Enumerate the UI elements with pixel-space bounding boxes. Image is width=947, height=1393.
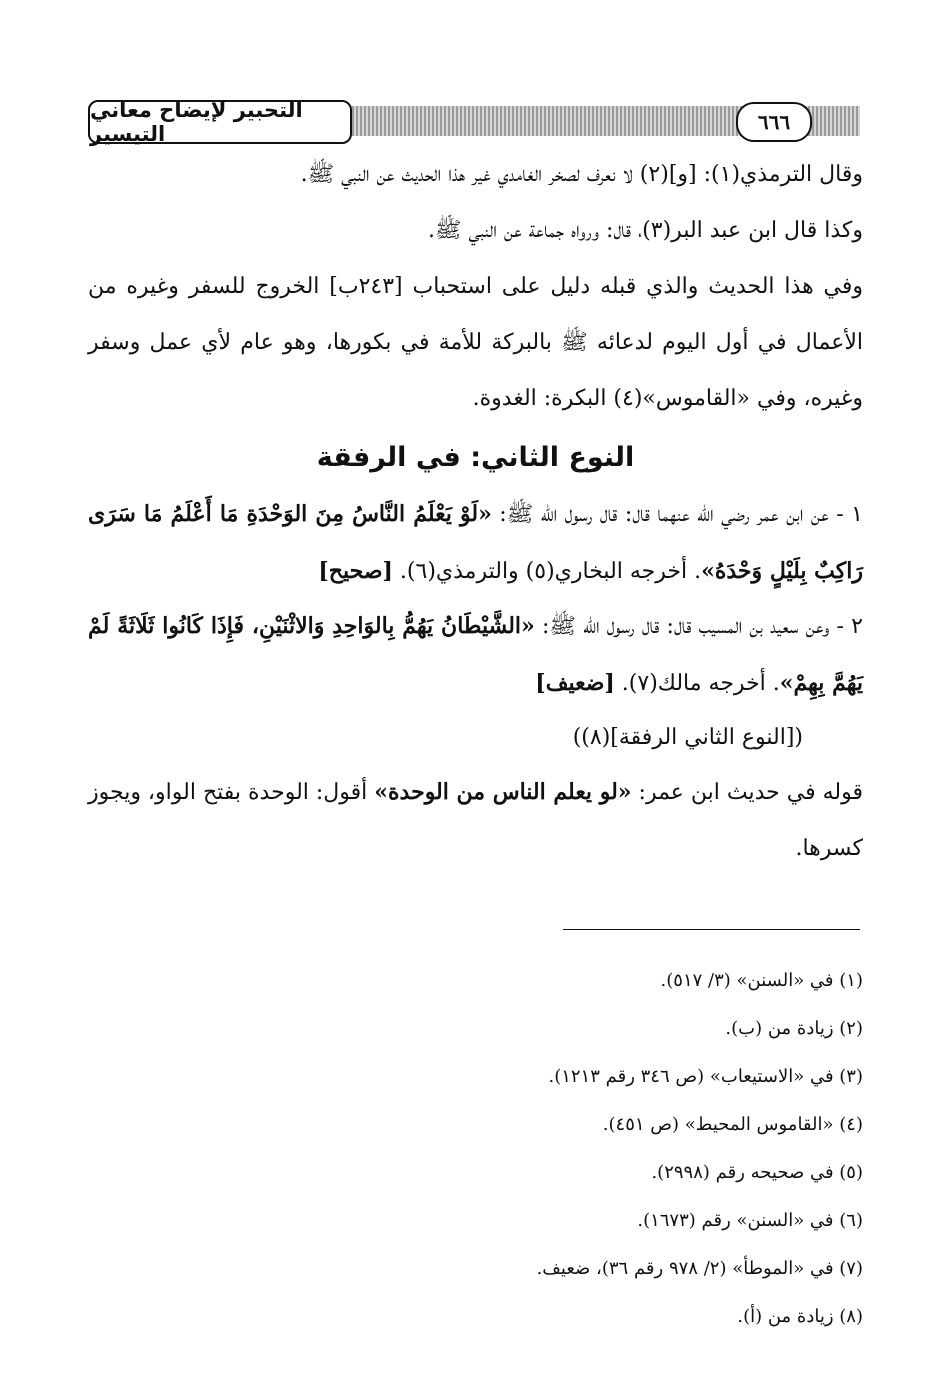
footnote-separator [563,929,860,930]
paragraph-tirmidhi: وقال الترمذي(١): [و](٢) لا نعرف لصخر الغامدي غير هذا الحديث عن النبي ﷺ. [300,162,863,187]
hadith-2-intro: ٢ - وعن سعيد بن المسيب قال: قال رسول الله ﷺ: [534,614,863,639]
bracket-note: ([النوع الثاني الرفقة](٨)) [572,725,803,750]
page-number: ٦٦٦ [757,110,791,134]
page-number-badge [736,102,812,142]
footnote-3: (٣) في «الاستيعاب» (ص ٣٤٦ رقم ١٢١٣). [548,1066,863,1087]
paragraph-ibn-abd-al-barr: وكذا قال ابن عبد البر(٣)، قال: ورواه جماعة عن النبي ﷺ. [427,218,863,243]
hadith-2 [88,598,863,712]
footnote-8: (٨) زيادة من (أ). [737,1306,863,1327]
footnote-2: (٢) زيادة من (ب). [725,1018,863,1039]
hadith-1-grade: [صحيح] [318,558,393,584]
book-title-box [88,100,352,144]
commentary-rest: أقول: الوحدة بفتح الواو، ويجوز كسرها. [88,780,863,861]
hadith-2-text: «الشَّيْطَانُ يَهُمُّ بِالوَاحِدِ وَالاثْنَيْنِ، فَإِذَا كَانُوا ثَلَاثَةً لَمْ يَهُمَّ بِهِمْ» [88,613,863,696]
footnotes [88,960,863,1344]
footnote-6: (٦) في «السنن» رقم (١٦٧٣). [637,1210,863,1231]
commentary-quote: «لو يعلم الناس من الوحدة» [374,779,632,805]
footnote-4: (٤) «القاموس المحيط» (ص ٤٥١). [602,1114,863,1135]
hadith-1-source: . أخرجه البخاري(٥) والترمذي(٦). [392,559,702,584]
section-heading: النوع الثاني: في الرفقة [316,442,635,473]
commentary-paragraph [88,764,863,877]
commentary-intro: قوله في حديث ابن عمر: [631,780,864,805]
hadith-1-intro: ١ - عن ابن عمر رضي الله عنهما قال: قال رسول الله ﷺ: [491,502,863,527]
running-header [88,100,860,144]
footnote-1: (١) في «السنن» (٣/ ٥١٧). [660,970,863,991]
paragraph-commentary-early-morning: وفي هذا الحديث والذي قبله دليل على استحباب [٢٤٣ب] الخروج للسفر وغيره من الأعمال في أول اليوم لدعائه ﷺ بالبركة للأمة في بكورها، وهو عام لأي عمل وسفر وغيره، وفي «القاموس»(٤) البكرة: الغدوة. [88,274,864,411]
hadith-2-source: . أخرجه مالك(٧). [614,671,780,696]
footnote-5: (٥) في صحيحه رقم (٢٩٩٨). [651,1162,863,1183]
hadith-2-grade: [ضعيف] [535,670,615,696]
footnote-7: (٧) في «الموطأ» (٢/ ٩٧٨ رقم ٣٦)، ضعيف. [536,1258,863,1279]
book-title: التحبير لإيضاح معاني التيسير [90,98,303,146]
hadith-1 [88,486,863,600]
hadith-1-text: «لَوْ يَعْلَمُ النَّاسُ مِنَ الوَحْدَةِ مَا أَعْلَمُ مَا سَرَى رَاكِبٌ بِلَيْلٍ وَحْدَهُ» [88,501,863,584]
